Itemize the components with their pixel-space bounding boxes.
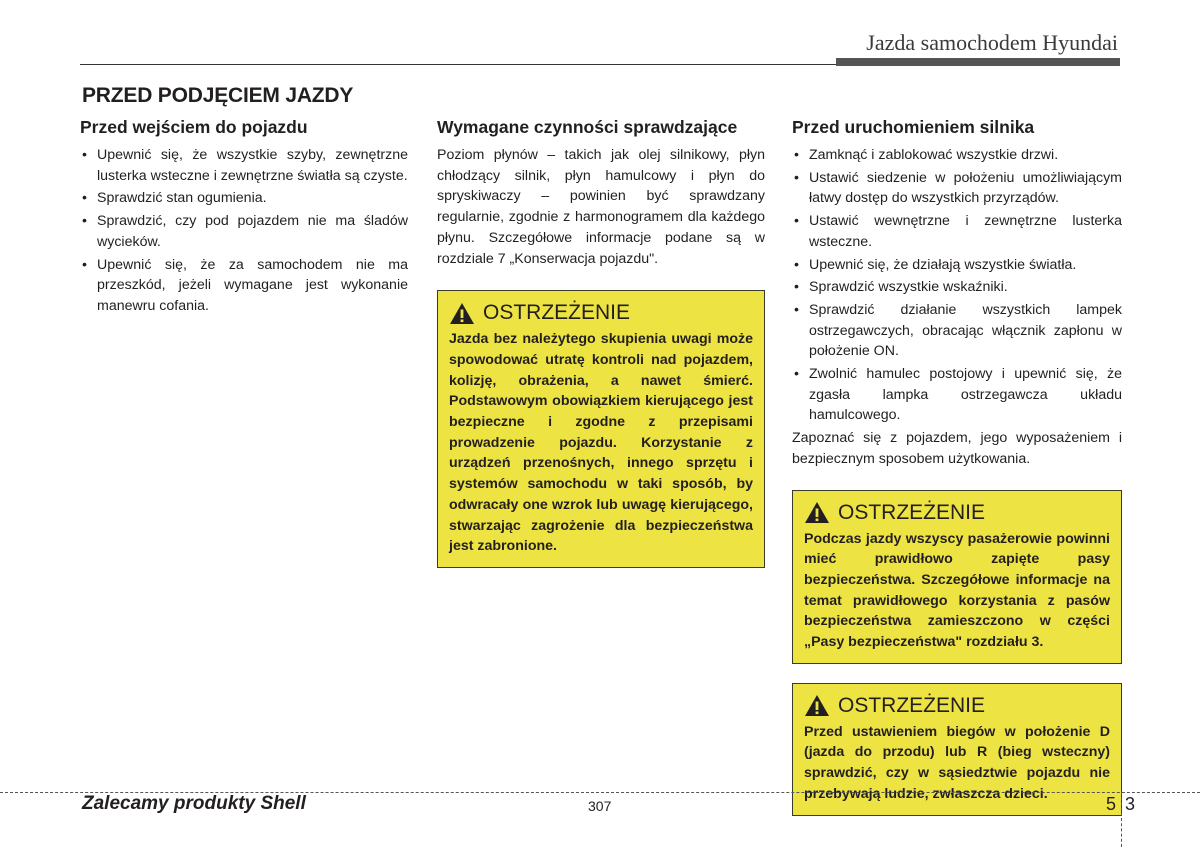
list-item: • Ustawić siedzenie w położeniu umożliwiającym łatwy dostęp do wszystkich przyrządów. [792,168,1122,209]
list-item: • Zwolnić hamulec postojowy i upewnić się, że zgasła lampka ostrzegawcza układu hamulcowego. [792,364,1122,426]
list-item: • Upewnić się, że wszystkie szyby, zewnętrzne lusterka wsteczne i zewnętrzne światła są czyste. [80,145,408,186]
column-before-entering [80,117,408,319]
list-item: • Sprawdzić, czy pod pojazdem nie ma śladów wycieków. [80,211,408,252]
footer-divider [1121,792,1122,847]
warning-triangle-icon [449,302,475,325]
warning-triangle-icon [804,501,830,524]
list-item: • Sprawdzić stan ogumienia. [80,188,408,209]
column-before-starting [792,117,1122,816]
list-item: • Sprawdzić wszystkie wskaźniki. [792,277,1122,298]
warning-title: OSTRZEŻENIE [838,693,986,717]
warning-header [449,301,753,325]
warning-box [792,683,1122,816]
warning-header [804,501,1110,525]
warning-triangle-icon [804,694,830,717]
header-accent-bar [836,58,1120,66]
column-heading: Przed wejściem do pojazdu [80,117,308,137]
section-title: PRZED PODJĘCIEM JAZDY [82,84,354,107]
list-item: • Sprawdzić działanie wszystkich lampek ostrzegawczych, obracając włącznik zapłonu w położenie ON. [792,300,1122,362]
checklist [80,145,408,317]
warning-text: Przed ustawieniem biegów w położenie D (jazda do przodu) lub R (bieg wsteczny) sprawdzić, czy w sąsiedztwie pojazdu nie przebywają ludzie, zwłaszcza dzieci. [804,723,1110,802]
list-item: • Ustawić wewnętrzne i zewnętrzne lusterka wsteczne. [792,211,1122,252]
paragraph: Poziom płynów – takich jak olej silnikowy, płyn chłodzący silnik, płyn hamulcowy i płyn do spryskiwaczy – powinien być sprawdzany regularnie, zgodnie z harmonogramem dla każdego płynu. Szczegółowe informacje podane są w rozdziale 7 „Konserwacja pojazdu". [437,147,765,267]
column-heading: Wymagane czynności sprawdzające [437,117,738,137]
list-item: • Upewnić się, że działają wszystkie światła. [792,255,1122,276]
column-heading: Przed uruchomieniem silnika [792,117,1035,137]
warning-title: OSTRZEŻENIE [838,500,986,524]
warning-box [437,290,765,568]
warning-text: Podczas jazdy wszyscy pasażerowie powinni mieć prawidłowo zapięte pasy bezpieczeństwa. Szczegółowe informacje na temat prawidłowego korzystania z pasów bezpieczeństwa zamieszczono w części „Pasy bezpieczeństwa" rozdziału 3. [804,530,1110,651]
running-header: Jazda samochodem Hyundai [866,30,1118,55]
page-number: 307 [588,798,612,814]
checklist [792,145,1122,426]
warning-title: OSTRZEŻENIE [483,301,631,325]
list-item: • Upewnić się, że za samochodem nie ma przeszkód, jeżeli wymagane jest wykonanie manewru cofania. [80,255,408,317]
chapter-page-number: 3 [1125,794,1136,814]
warning-header [804,694,1110,718]
footer-slogan: Zalecamy produkty Shell [82,793,306,814]
chapter-number: 5 [1106,794,1117,814]
warning-text: Jazda bez należytego skupienia uwagi może spowodować utratę kontroli nad pojazdem, kolizję, obrażenia, a nawet śmierć. Podstawowym obowiązkiem kierującego jest bezpieczne i zgodne z przepisami prowadzenie pojazdu. Korzystanie z urządzeń przenośnych, innego sprzętu i systemów samochodu w taki sposób, by odwracały one wzrok lub uwagę kierującego, stwarzając zagrożenie dla bezpieczeństwa jest zabronione. [449,331,753,555]
paragraph: Zapoznać się z pojazdem, jego wyposażeniem i bezpiecznym sposobem użytkowania. [792,430,1122,467]
column-required-checks [437,117,765,568]
list-item: • Zamknąć i zablokować wszystkie drzwi. [792,145,1122,166]
warning-box [792,490,1122,664]
